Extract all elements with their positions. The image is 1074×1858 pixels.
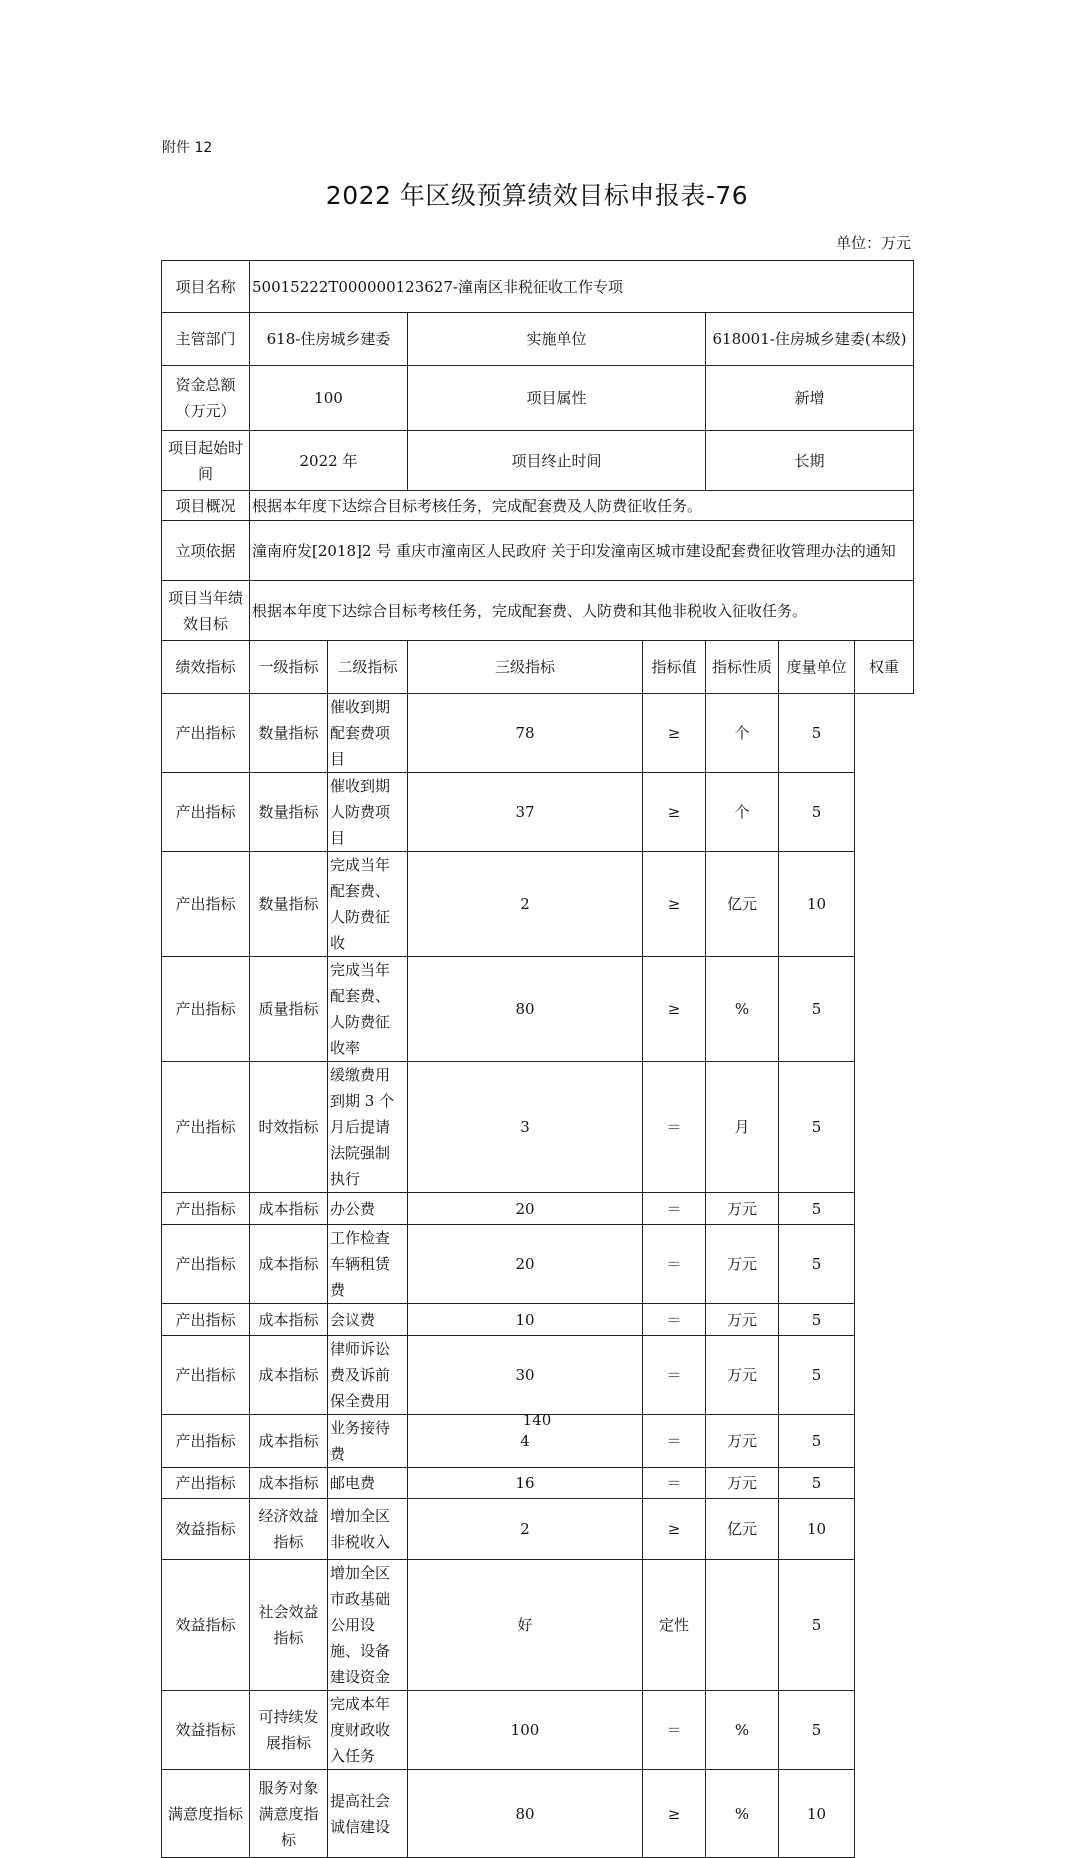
level2-cell: 成本指标 [250, 1225, 328, 1304]
nature-cell: ＝ [643, 1304, 706, 1336]
value-cell: 30 [408, 1336, 643, 1415]
weight-cell: 10 [779, 1499, 855, 1560]
level3-cell: 增加全区市政基础公用设施、设备建设资金 [328, 1560, 408, 1691]
indicator-row [162, 1336, 914, 1415]
value-cell: 好 [408, 1560, 643, 1691]
col-header: 一级指标 [250, 641, 328, 694]
weight-cell: 5 [779, 1691, 855, 1770]
row-dept [162, 313, 914, 366]
overview-value: 根据本年度下达综合目标考核任务，完成配套费及人防费征收任务。 [250, 491, 914, 521]
level3-cell: 催收到期人防费项目 [328, 773, 408, 852]
weight-cell: 5 [779, 1225, 855, 1304]
weight-cell: 5 [779, 1560, 855, 1691]
level1-cell: 产出指标 [162, 1468, 250, 1499]
project-name-value: 50015222T000000123627-潼南区非税征收工作专项 [250, 261, 914, 313]
indicator-row [162, 1193, 914, 1225]
level3-cell: 工作检查车辆租赁费 [328, 1225, 408, 1304]
impl-value: 618001-住房城乡建委(本级) [706, 313, 914, 366]
level3-cell: 完成当年配套费、人防费征收率 [328, 957, 408, 1062]
row-goal [162, 581, 914, 641]
indicator-row [162, 1560, 914, 1691]
start-value: 2022 年 [250, 431, 408, 491]
level2-cell: 成本指标 [250, 1304, 328, 1336]
level2-cell: 成本指标 [250, 1193, 328, 1225]
unit-cell: 万元 [706, 1336, 779, 1415]
goal-value: 根据本年度下达综合目标考核任务，完成配套费、人防费和其他非税收入征收任务。 [250, 581, 914, 641]
dept-value: 618-住房城乡建委 [250, 313, 408, 366]
col-header: 度量单位 [779, 641, 855, 694]
level3-cell: 律师诉讼费及诉前保全费用 [328, 1336, 408, 1415]
level3-cell: 办公费 [328, 1193, 408, 1225]
nature-cell: ＝ [643, 1691, 706, 1770]
page-number: 140 [522, 1411, 552, 1429]
level1-cell: 效益指标 [162, 1691, 250, 1770]
level3-cell: 会议费 [328, 1304, 408, 1336]
level1-cell: 产出指标 [162, 957, 250, 1062]
level1-cell: 产出指标 [162, 773, 250, 852]
goal-label: 项目当年绩效目标 [162, 581, 250, 641]
level2-cell: 社会效益指标 [250, 1560, 328, 1691]
start-label: 项目起始时间 [162, 431, 250, 491]
row-project-name [162, 261, 914, 313]
value-cell: 4 [408, 1415, 643, 1468]
indicator-header-row [162, 641, 914, 694]
weight-cell: 5 [779, 1304, 855, 1336]
unit-cell: 月 [706, 1062, 779, 1193]
unit-cell: 万元 [706, 1225, 779, 1304]
weight-cell: 5 [779, 1336, 855, 1415]
value-cell: 37 [408, 773, 643, 852]
indicator-row [162, 852, 914, 957]
end-value: 长期 [706, 431, 914, 491]
col-header: 二级指标 [328, 641, 408, 694]
value-cell: 20 [408, 1193, 643, 1225]
level2-cell: 经济效益指标 [250, 1499, 328, 1560]
dept-label: 主管部门 [162, 313, 250, 366]
col-header: 权重 [855, 641, 914, 694]
nature-cell: ＝ [643, 1062, 706, 1193]
level1-cell: 产出指标 [162, 1415, 250, 1468]
weight-cell: 5 [779, 1415, 855, 1468]
level3-cell: 完成当年配套费、人防费征收 [328, 852, 408, 957]
level2-cell: 服务对象满意度指标 [250, 1770, 328, 1858]
unit-cell: % [706, 957, 779, 1062]
unit-cell: 万元 [706, 1468, 779, 1499]
project-name-label: 项目名称 [162, 261, 250, 313]
level3-cell: 业务接待费 [328, 1415, 408, 1468]
level2-cell: 时效指标 [250, 1062, 328, 1193]
nature-cell: ≥ [643, 852, 706, 957]
row-period [162, 431, 914, 491]
end-label: 项目终止时间 [408, 431, 706, 491]
level3-cell: 邮电费 [328, 1468, 408, 1499]
value-cell: 2 [408, 1499, 643, 1560]
basis-value: 潼南府发[2018]2 号 重庆市潼南区人民政府 关于印发潼南区城市建设配套费征收管理办法的通知 [250, 521, 914, 581]
level2-cell: 成本指标 [250, 1468, 328, 1499]
impl-label: 实施单位 [408, 313, 706, 366]
nature-cell: ＝ [643, 1225, 706, 1304]
nature-cell: ＝ [643, 1193, 706, 1225]
unit-cell: 万元 [706, 1193, 779, 1225]
level1-cell: 产出指标 [162, 1193, 250, 1225]
unit-cell: 亿元 [706, 852, 779, 957]
value-cell: 100 [408, 1691, 643, 1770]
level1-cell: 产出指标 [162, 1336, 250, 1415]
unit-cell: 万元 [706, 1415, 779, 1468]
indicator-row [162, 1225, 914, 1304]
unit-label: 单位：万元 [835, 234, 911, 252]
unit-cell [706, 1560, 779, 1691]
row-overview [162, 491, 914, 521]
indicator-section-label: 绩效指标 [162, 641, 250, 694]
indicator-row [162, 1691, 914, 1770]
level2-cell: 数量指标 [250, 852, 328, 957]
value-cell: 20 [408, 1225, 643, 1304]
nature-cell: ≥ [643, 773, 706, 852]
level1-cell: 效益指标 [162, 1560, 250, 1691]
level1-cell: 产出指标 [162, 1062, 250, 1193]
value-cell: 16 [408, 1468, 643, 1499]
weight-cell: 5 [779, 1193, 855, 1225]
attr-label: 项目属性 [408, 366, 706, 431]
unit-cell: 万元 [706, 1304, 779, 1336]
col-header: 指标值 [643, 641, 706, 694]
weight-cell: 5 [779, 1468, 855, 1499]
weight-cell: 10 [779, 1770, 855, 1858]
page-title: 2022 年区级预算绩效目标申报表-76 [325, 181, 749, 210]
level2-cell: 成本指标 [250, 1336, 328, 1415]
value-cell: 80 [408, 957, 643, 1062]
nature-cell: ≥ [643, 957, 706, 1062]
level3-cell: 催收到期配套费项目 [328, 694, 408, 773]
overview-label: 项目概况 [162, 491, 250, 521]
fund-label: 资金总额（万元） [162, 366, 250, 431]
attr-value: 新增 [706, 366, 914, 431]
row-basis [162, 521, 914, 581]
weight-cell: 5 [779, 1062, 855, 1193]
indicator-row [162, 1770, 914, 1858]
nature-cell: ＝ [643, 1336, 706, 1415]
nature-cell: ≥ [643, 1770, 706, 1858]
indicator-row [162, 1499, 914, 1560]
nature-cell: ≥ [643, 1499, 706, 1560]
value-cell: 2 [408, 852, 643, 957]
indicator-row [162, 1062, 914, 1193]
level2-cell: 质量指标 [250, 957, 328, 1062]
weight-cell: 5 [779, 957, 855, 1062]
level1-cell: 效益指标 [162, 1499, 250, 1560]
level3-cell: 缓缴费用到期 3 个月后提请法院强制执行 [328, 1062, 408, 1193]
level1-cell: 产出指标 [162, 1304, 250, 1336]
col-header: 指标性质 [706, 641, 779, 694]
level2-cell: 成本指标 [250, 1415, 328, 1468]
budget-table [161, 260, 914, 1858]
weight-cell: 5 [779, 694, 855, 773]
attachment-label: 附件 12 [162, 140, 213, 156]
level1-cell: 产出指标 [162, 1225, 250, 1304]
unit-cell: 个 [706, 694, 779, 773]
indicator-row [162, 957, 914, 1062]
level2-cell: 数量指标 [250, 694, 328, 773]
nature-cell: ≥ [643, 694, 706, 773]
level3-cell: 提高社会诚信建设 [328, 1770, 408, 1858]
weight-cell: 10 [779, 852, 855, 957]
level3-cell: 完成本年度财政收入任务 [328, 1691, 408, 1770]
basis-label: 立项依据 [162, 521, 250, 581]
indicator-row [162, 694, 914, 773]
level2-cell: 可持续发展指标 [250, 1691, 328, 1770]
row-fund [162, 366, 914, 431]
indicator-row [162, 773, 914, 852]
value-cell: 3 [408, 1062, 643, 1193]
unit-cell: 个 [706, 773, 779, 852]
indicator-row [162, 1304, 914, 1336]
level2-cell: 数量指标 [250, 773, 328, 852]
nature-cell: 定性 [643, 1560, 706, 1691]
unit-cell: % [706, 1770, 779, 1858]
weight-cell: 5 [779, 773, 855, 852]
nature-cell: ＝ [643, 1468, 706, 1499]
unit-cell: 亿元 [706, 1499, 779, 1560]
level1-cell: 满意度指标 [162, 1770, 250, 1858]
col-header: 三级指标 [408, 641, 643, 694]
value-cell: 78 [408, 694, 643, 773]
value-cell: 80 [408, 1770, 643, 1858]
value-cell: 10 [408, 1304, 643, 1336]
unit-cell: % [706, 1691, 779, 1770]
fund-value: 100 [250, 366, 408, 431]
nature-cell: ＝ [643, 1415, 706, 1468]
level3-cell: 增加全区非税收入 [328, 1499, 408, 1560]
level1-cell: 产出指标 [162, 694, 250, 773]
level1-cell: 产出指标 [162, 852, 250, 957]
indicator-row [162, 1468, 914, 1499]
